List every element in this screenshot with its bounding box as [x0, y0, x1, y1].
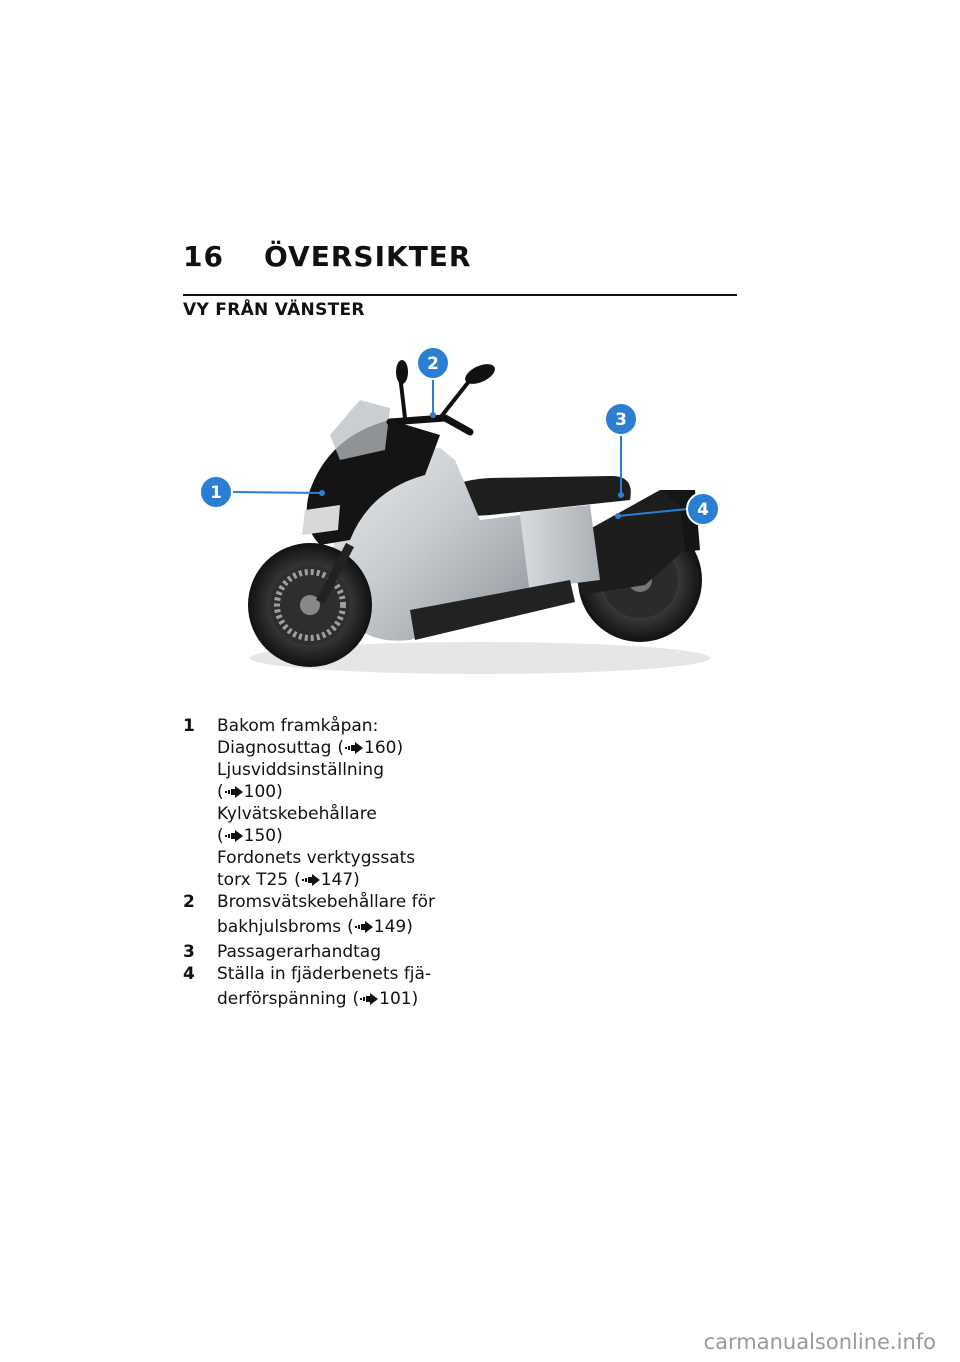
legend-item-1 [183, 715, 483, 891]
page-reference[interactable]: ( 149) [347, 917, 413, 937]
legend-line [217, 781, 483, 803]
legend-title: Passagerarhandtag [217, 942, 382, 962]
legend-line: Ljusviddsinställning [217, 760, 384, 780]
callout-1 [200, 476, 232, 508]
chapter-title: ÖVERSIKTER [264, 240, 472, 273]
page-reference[interactable]: ( 160) [337, 738, 404, 758]
front-wheel [248, 543, 372, 667]
callout-3-label: 3 [615, 410, 627, 430]
page-arrow-icon [225, 786, 243, 798]
legend-line: Diagnosuttag ( 160) [217, 738, 404, 758]
legend-title: Bromsvätskebehållare för [217, 892, 435, 912]
header-divider [183, 294, 737, 296]
page-arrow-icon [345, 742, 363, 754]
page-arrow-icon [355, 921, 373, 933]
legend-item-4 [183, 963, 483, 1010]
legend-number: 4 [183, 964, 195, 984]
watermark: carmanualsonline.info [703, 1330, 936, 1354]
callout-4-label: 4 [697, 500, 709, 520]
callout-1-label: 1 [210, 483, 222, 503]
legend-item-3 [183, 941, 483, 963]
page-arrow-icon [360, 993, 378, 1005]
legend-number: 1 [183, 716, 195, 736]
page-number: 16 [183, 240, 224, 273]
callout-3 [605, 403, 637, 435]
scooter-illustration [190, 340, 750, 695]
callout-2 [417, 347, 449, 379]
legend-title: Bakom framkåpan: [217, 716, 379, 736]
legend-item-2 [183, 891, 483, 938]
legend [183, 715, 483, 1010]
legend-title: Ställa in fjäderbenets fjä- [217, 964, 432, 984]
page-reference[interactable]: ( 147) [294, 870, 360, 890]
legend-line: Fordonets verktygssats [217, 848, 416, 868]
legend-number: 2 [183, 892, 195, 912]
page-arrow-icon [225, 830, 243, 842]
page-reference[interactable]: ( 101) [352, 989, 419, 1009]
legend-line: bakhjulsbroms ( 149) [217, 917, 413, 937]
legend-line [217, 825, 483, 847]
legend-line: derförspänning ( 101) [217, 989, 419, 1009]
section-title: VY FRÅN VÄNSTER [183, 300, 365, 320]
page-reference[interactable]: ( 100) [217, 782, 283, 802]
page-reference[interactable]: ( 150) [217, 826, 283, 846]
page-arrow-icon [302, 874, 320, 886]
legend-number: 3 [183, 942, 195, 962]
legend-line: Kylvätskebehållare [217, 804, 377, 824]
callout-4 [687, 493, 719, 525]
rear-panel [520, 505, 600, 590]
callout-2-label: 2 [427, 354, 439, 374]
legend-line: torx T25 ( 147) [217, 870, 360, 890]
